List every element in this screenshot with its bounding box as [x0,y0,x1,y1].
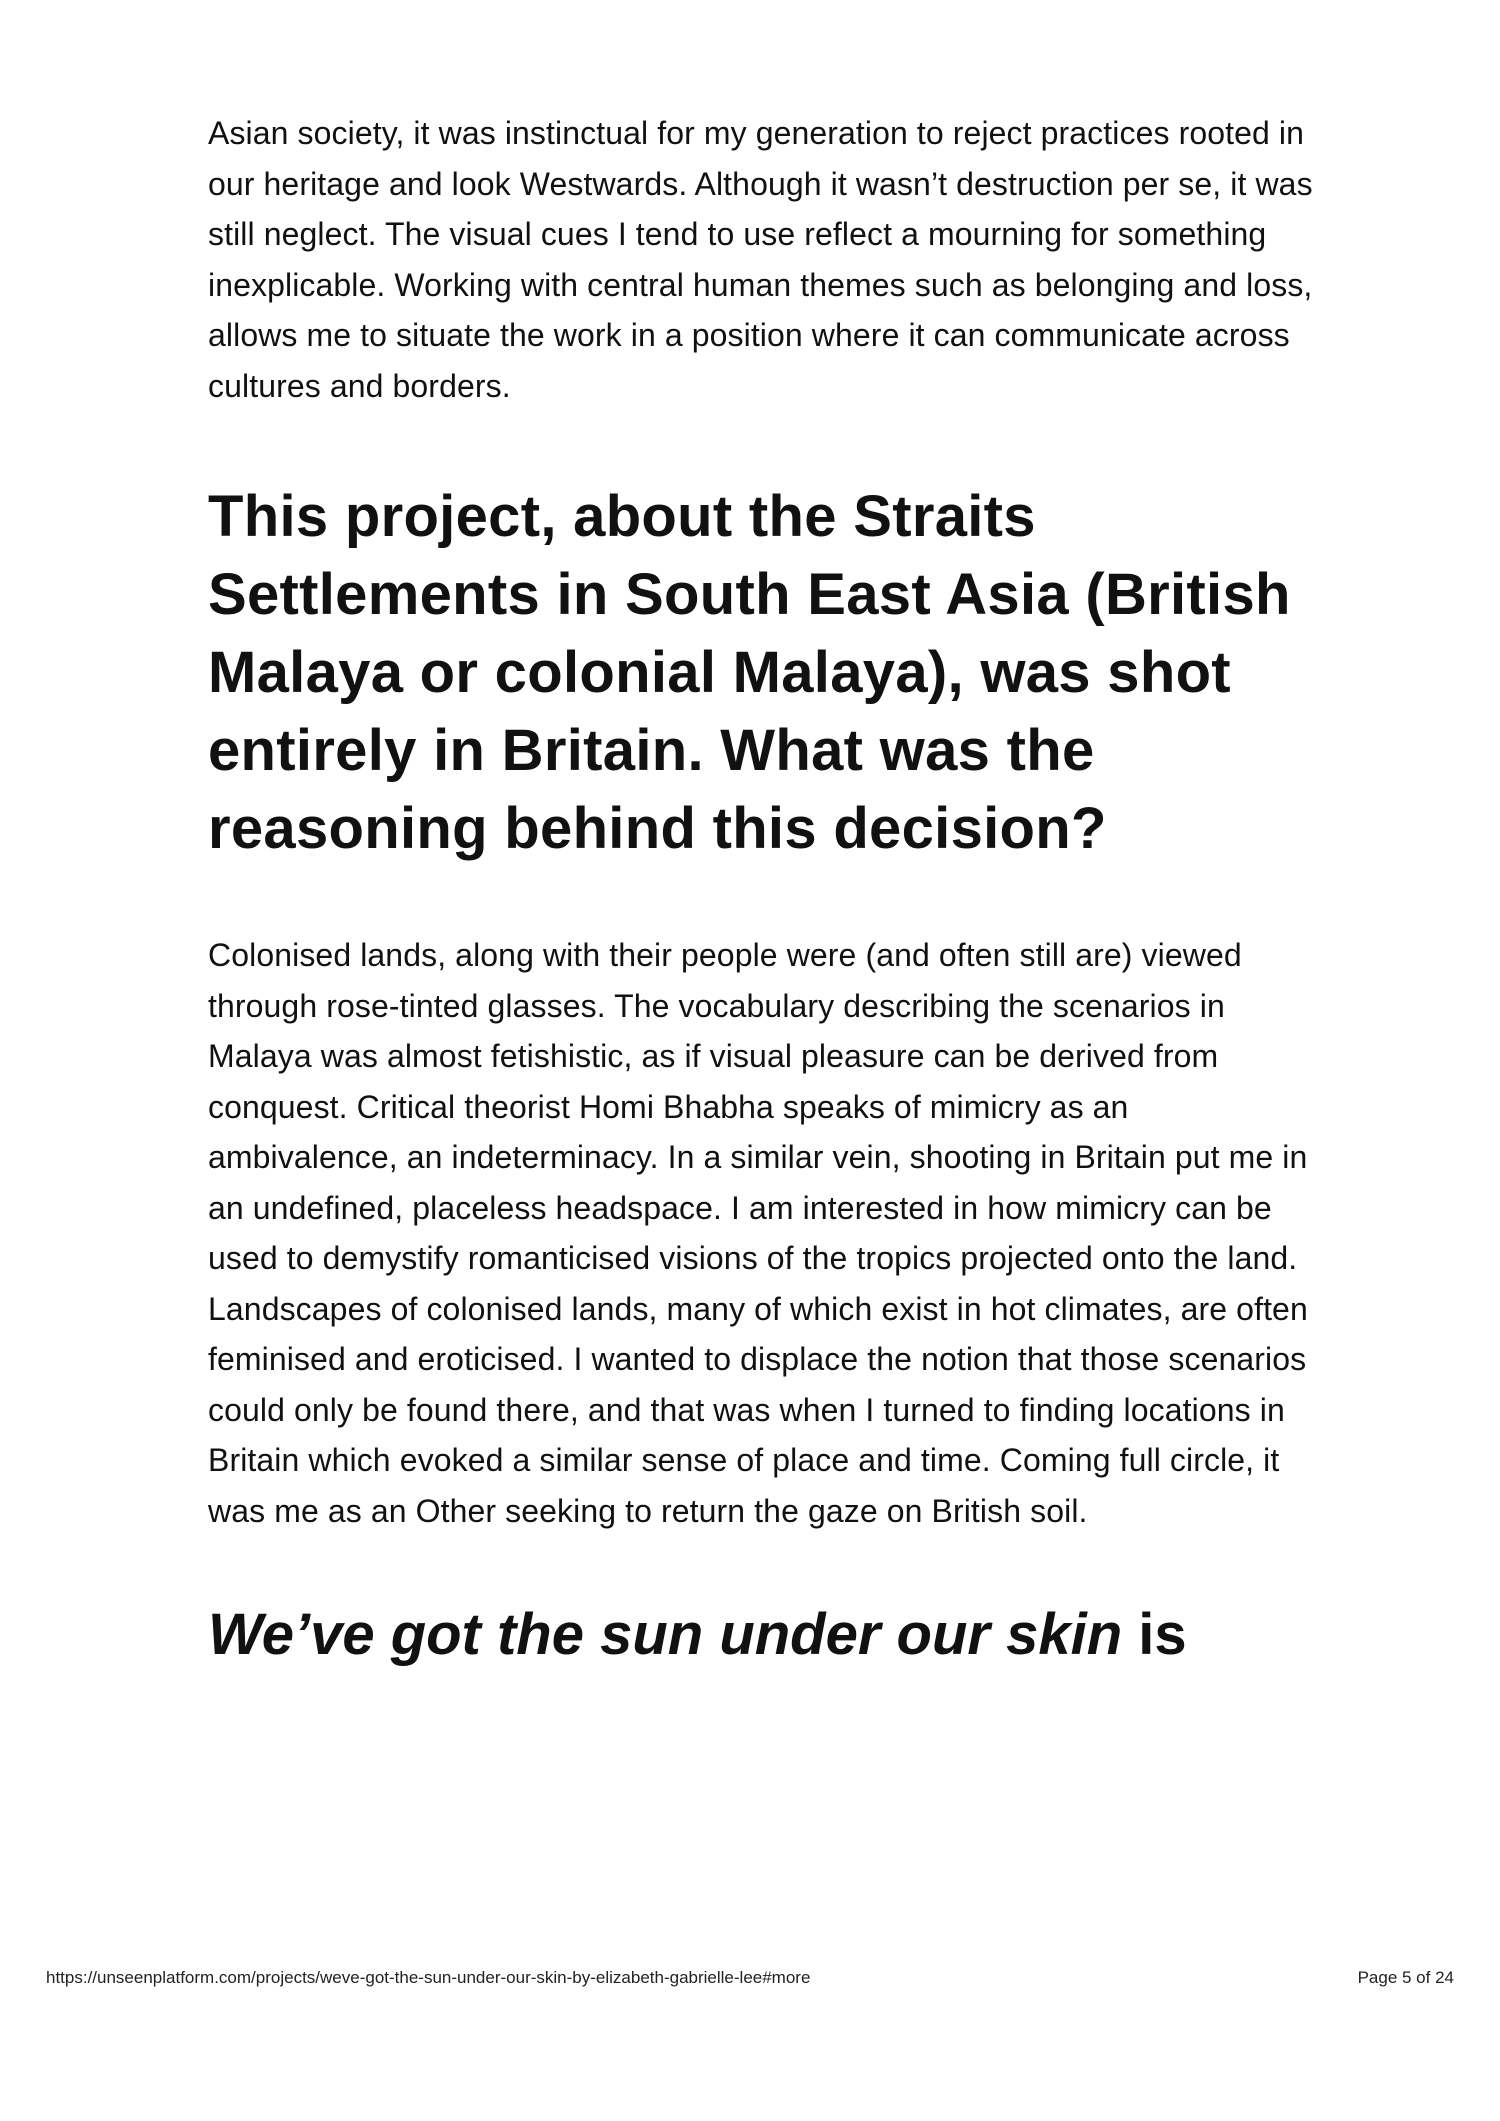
question-heading: This project, about the Straits Settlements in South East Asia (British Malaya or colonial Malaya), was shot entirely in Britain. What was the reasoning behind this decision? [208,484,1291,861]
closing-line [208,1596,1323,1674]
closing-suffix: is [1122,1602,1187,1667]
page-footer [46,1968,1454,1988]
article-content [208,108,1323,1674]
project-title: We’ve got the sun under our skin [208,1602,1123,1667]
paragraph-2: Colonised lands, along with their people were (and often still are) viewed through rose-tinted glasses. The vocabulary describing the scenarios in Malaya was almost fetishistic, as if visual pleasure can be derived from conquest. Critical theorist Homi Bhabha speaks of mimicry as an ambivalence, an indeterminacy. In a similar vein, shooting in Britain put me in an undefined, placeless headspace. I am interested in how mimicry can be used to demystify romanticised visions of the tropics projected onto the land. Landscapes of colonised lands, many of which exist in hot climates, are often feminised and eroticised. I wanted to displace the notion that those scenarios could only be found there, and that was when I turned to finding locations in Britain which evoked a similar sense of place and time. Coming full circle, it was me as an Other seeking to return the gaze on British soil. [208,937,1308,1529]
page-number: Page 5 of 24 [1357,1968,1454,1987]
paragraph-1: Asian society, it was instinctual for my generation to reject practices rooted in our heritage and look Westwards. Although it wasn’t destruction per se, it was still neglect. The visual cues I tend to use reflect a mourning for something inexplicable. Working with central human themes such as belonging and loss, allows me to situate the work in a position where it can communicate across cultures and borders. [208,115,1313,404]
footer-url[interactable]: https://unseenplatform.com/projects/weve-got-the-sun-under-our-skin-by-elizabeth-gabrielle-lee#more [46,1968,811,1987]
